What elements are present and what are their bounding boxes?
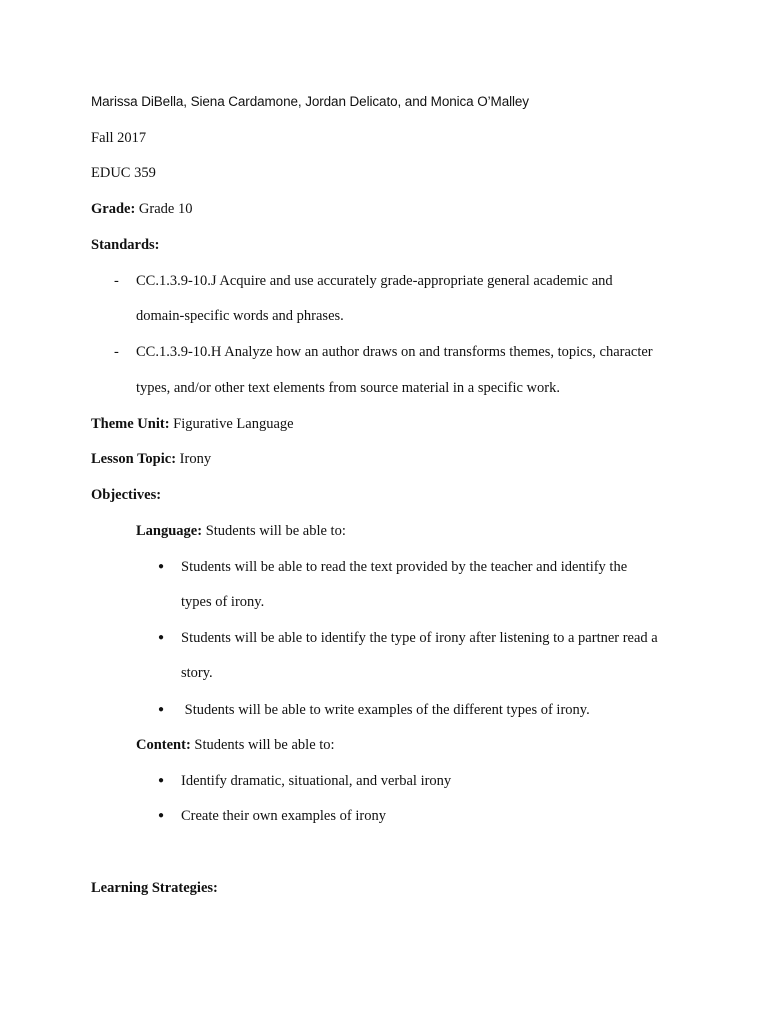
standards-heading bbox=[91, 236, 160, 254]
term-line: Fall 2017 bbox=[91, 130, 147, 146]
grade-value: Grade 10 bbox=[138, 201, 193, 217]
objectives-label: Objectives: bbox=[91, 487, 162, 503]
language-item-1-line2: types of irony. bbox=[181, 594, 265, 610]
standards-label: Standards: bbox=[91, 237, 160, 253]
standard-item-2-line1: CC.1.3.9-10.H Analyze how an author draws on and transforms themes, topics, character bbox=[136, 344, 653, 360]
lesson-topic-line bbox=[91, 450, 211, 468]
content-item-2: Create their own examples of irony bbox=[181, 808, 386, 824]
language-label: Language: bbox=[136, 523, 203, 539]
content-label: Content: bbox=[136, 737, 191, 753]
learning-strategies-heading bbox=[91, 879, 218, 897]
theme-unit-label: Theme Unit: bbox=[91, 416, 170, 432]
course-line: EDUC 359 bbox=[91, 165, 156, 181]
objectives-heading bbox=[91, 486, 161, 504]
language-item-2-line2: story. bbox=[181, 665, 213, 681]
language-item-3-line1: Students will be able to write examples of the different types of irony. bbox=[181, 702, 590, 718]
standard-dash-marker: - bbox=[114, 273, 119, 289]
lesson-topic-value: Irony bbox=[179, 451, 212, 467]
bullet-icon: ● bbox=[158, 561, 165, 572]
bullet-icon: ● bbox=[158, 704, 165, 715]
standard-dash-marker: - bbox=[114, 344, 119, 360]
lesson-topic-label: Lesson Topic: bbox=[91, 451, 177, 467]
grade-line bbox=[91, 200, 192, 218]
learning-strategies-label: Learning Strategies: bbox=[91, 880, 218, 896]
language-item-2-line1: Students will be able to identify the type of irony after listening to a partner read a bbox=[181, 630, 658, 646]
grade-label: Grade: bbox=[91, 201, 136, 217]
content-intro: Students will be able to: bbox=[194, 737, 335, 753]
authors-line: Marissa DiBella, Siena Cardamone, Jordan Delicato, and Monica O’Malley bbox=[91, 94, 529, 109]
theme-unit-value: Figurative Language bbox=[173, 416, 294, 432]
bullet-icon: ● bbox=[158, 810, 165, 821]
standard-item-1-line2: domain-specific words and phrases. bbox=[136, 308, 344, 324]
bullet-icon: ● bbox=[158, 775, 165, 786]
standard-item-1-line1: CC.1.3.9-10.J Acquire and use accurately grade-appropriate general academic and bbox=[136, 273, 613, 289]
standard-item-2-line2: types, and/or other text elements from source material in a specific work. bbox=[136, 380, 560, 396]
content-item-1: Identify dramatic, situational, and verbal irony bbox=[181, 773, 452, 789]
bullet-icon: ● bbox=[158, 632, 165, 643]
theme-unit-line bbox=[91, 415, 294, 433]
language-intro: Students will be able to: bbox=[205, 523, 346, 539]
content-objectives-line bbox=[136, 736, 335, 754]
language-item-1-line1: Students will be able to read the text provided by the teacher and identify the bbox=[181, 559, 628, 575]
language-objectives-line bbox=[136, 522, 346, 540]
